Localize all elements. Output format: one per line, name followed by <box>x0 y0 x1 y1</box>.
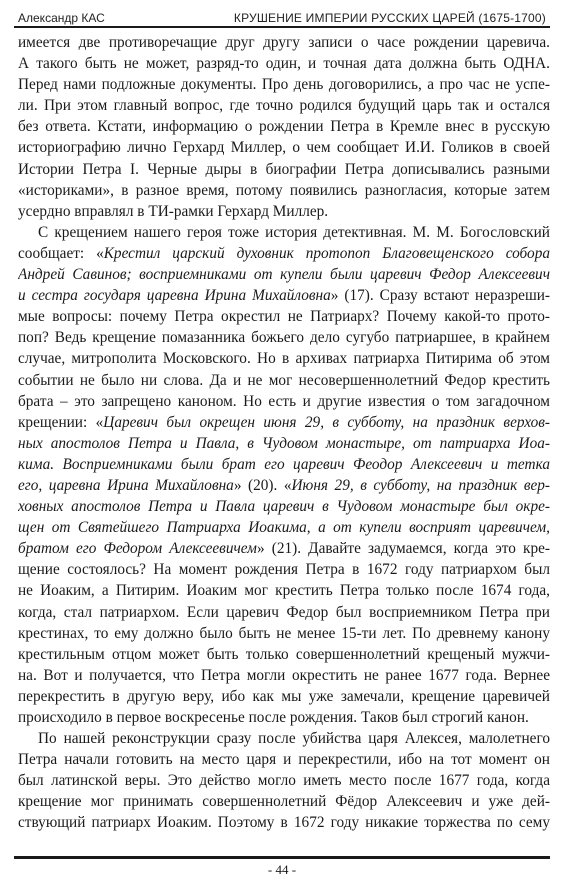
text-line: «историками», в разное время, потому появились разногласия, которые затем <box>18 181 550 199</box>
text-line: происходило в первое воскресенье после рождения. Таков был строгий канон. <box>18 709 529 726</box>
text-line: мые вопросы: почему Петра окрестил не Патриарх? Почему какой-то прото- <box>18 308 550 326</box>
text-line: Петра начали готовить на место царя и перекрестили, ибо на тот момент он <box>18 751 550 769</box>
text-line: без ответа. Кстати, информацию о рождении Петра в Кремле внес в русскую <box>18 118 550 136</box>
text-line: крестинах, то ему должно было быть не менее 15-ти лет. По древнему канону <box>18 624 550 642</box>
text-line: крещении: «Царевич был окрещен июня 29, в субботу, на праздник верхов- <box>18 413 550 431</box>
text-line: ствующий патриарх Иоаким. Поэтому в 1672 году никакие торжества по сему <box>18 814 550 832</box>
page-number: - 44 - <box>267 862 297 877</box>
text-line: был латинской веры. Это действо могло иметь место после 1677 года, когда <box>18 772 550 790</box>
text-line: крестильным отцом может быть только совершеннолетний крещеный мужчи- <box>18 645 550 663</box>
header-book-title: КРУШЕНИЕ ИМПЕРИИ РУССКИХ ЦАРЕЙ (1675-1700) <box>233 11 546 25</box>
text-line: случае, митрополита Московского. Но в архивах патриарха Питирима об этом <box>18 350 550 368</box>
header-author: Александр КАС <box>18 11 105 25</box>
text-line: Истории Петра I. Черные дыры в биографии Петра дописывались разными <box>18 160 550 178</box>
text-line: историографию лично Герхард Миллер, о чем сообщает И.И. Голиков в своей <box>18 139 550 157</box>
text-line: кима. Восприемниками были брат его царевич Феодор Алексеевич и тетка <box>18 455 550 473</box>
text-line: братом его Федором Алексеевичем» (21). Давайте задумаемся, когда это кре- <box>18 540 550 558</box>
text-line: ли. При этом главный вопрос, где точно родился будущий царь так и остался <box>18 97 550 115</box>
text-line: на. Вот и получается, что Петра могли окрестить не ранее 1677 года. Вернее <box>18 666 550 684</box>
header-rule <box>14 26 550 28</box>
text-line: сообщает: «Крестил царский духовник протопоп Благовещенского собора <box>18 244 550 262</box>
text-line: усердно вправлял в ТИ-рамки Герхард Миллер. <box>18 202 329 220</box>
text-line: не Иоаким, а Питирим. Иоаким мог крестить Петра только после 1674 года, <box>18 582 550 600</box>
text-line: С крещением нашего героя тоже история детективная. М. М. Богословский <box>38 223 550 241</box>
text-line: Андрей Савинов; восприемниками от купели были царевич Федор Алексеевич <box>18 266 550 284</box>
text-line: щен от Святейшего Патриарха Иоакима, а от купели восприят царевичем, <box>18 519 550 537</box>
body-text <box>18 32 550 842</box>
text-line: брата – это запрещено каноном. Но есть и другие известия о том загадочном <box>18 392 550 410</box>
text-line: ховных апостолов Петра и Павла царевич в Чудовом монастыре был окре- <box>18 498 550 516</box>
text-line: А такого быть не может, разряд-то один, и точная дата должна быть ОДНА. <box>18 55 550 73</box>
text-line: имеется две противоречащие друг другу записи о часе рождении царевича. <box>18 34 550 51</box>
text-line: событии не было ни слова. Да и не мог несовершеннолетний Федор крестить <box>18 371 550 389</box>
footer-rule <box>14 856 550 859</box>
text-line: когда, стал патриархом. Если царевич Федор был восприемником Петра при <box>18 603 550 621</box>
text-line: ных апостолов Петра и Павла, в Чудовом монастыре, от патриарха Иоа- <box>18 434 550 452</box>
text-line: перекрестить в другую веру, ибо как мы уже замечали, крещение царевичей <box>18 687 550 705</box>
text-line: крещение мог принимать совершеннолетний Фёдор Алексеевич и уже дей- <box>18 793 550 811</box>
text-line: и сестра государя царевна Ирина Михайловна» (17). Сразу встают неразреши- <box>18 287 550 305</box>
text-line: щение состоялось? На момент рождения Петра в 1672 году патриархом был <box>18 561 550 579</box>
text-line: По нашей реконструкции сразу после убийства царя Алексея, малолетнего <box>38 730 550 748</box>
text-line: Перед нами подложные документы. Про день договорились, а про час не успе- <box>18 76 550 94</box>
text-line: его, царевна Ирина Михайловна» (20). «Июня 29, в субботу, на праздник вер- <box>18 476 550 494</box>
running-header <box>14 8 550 28</box>
text-line: поп? Ведь крещение помазанника божьего дело сугубо патриаршее, в крайнем <box>18 329 550 347</box>
